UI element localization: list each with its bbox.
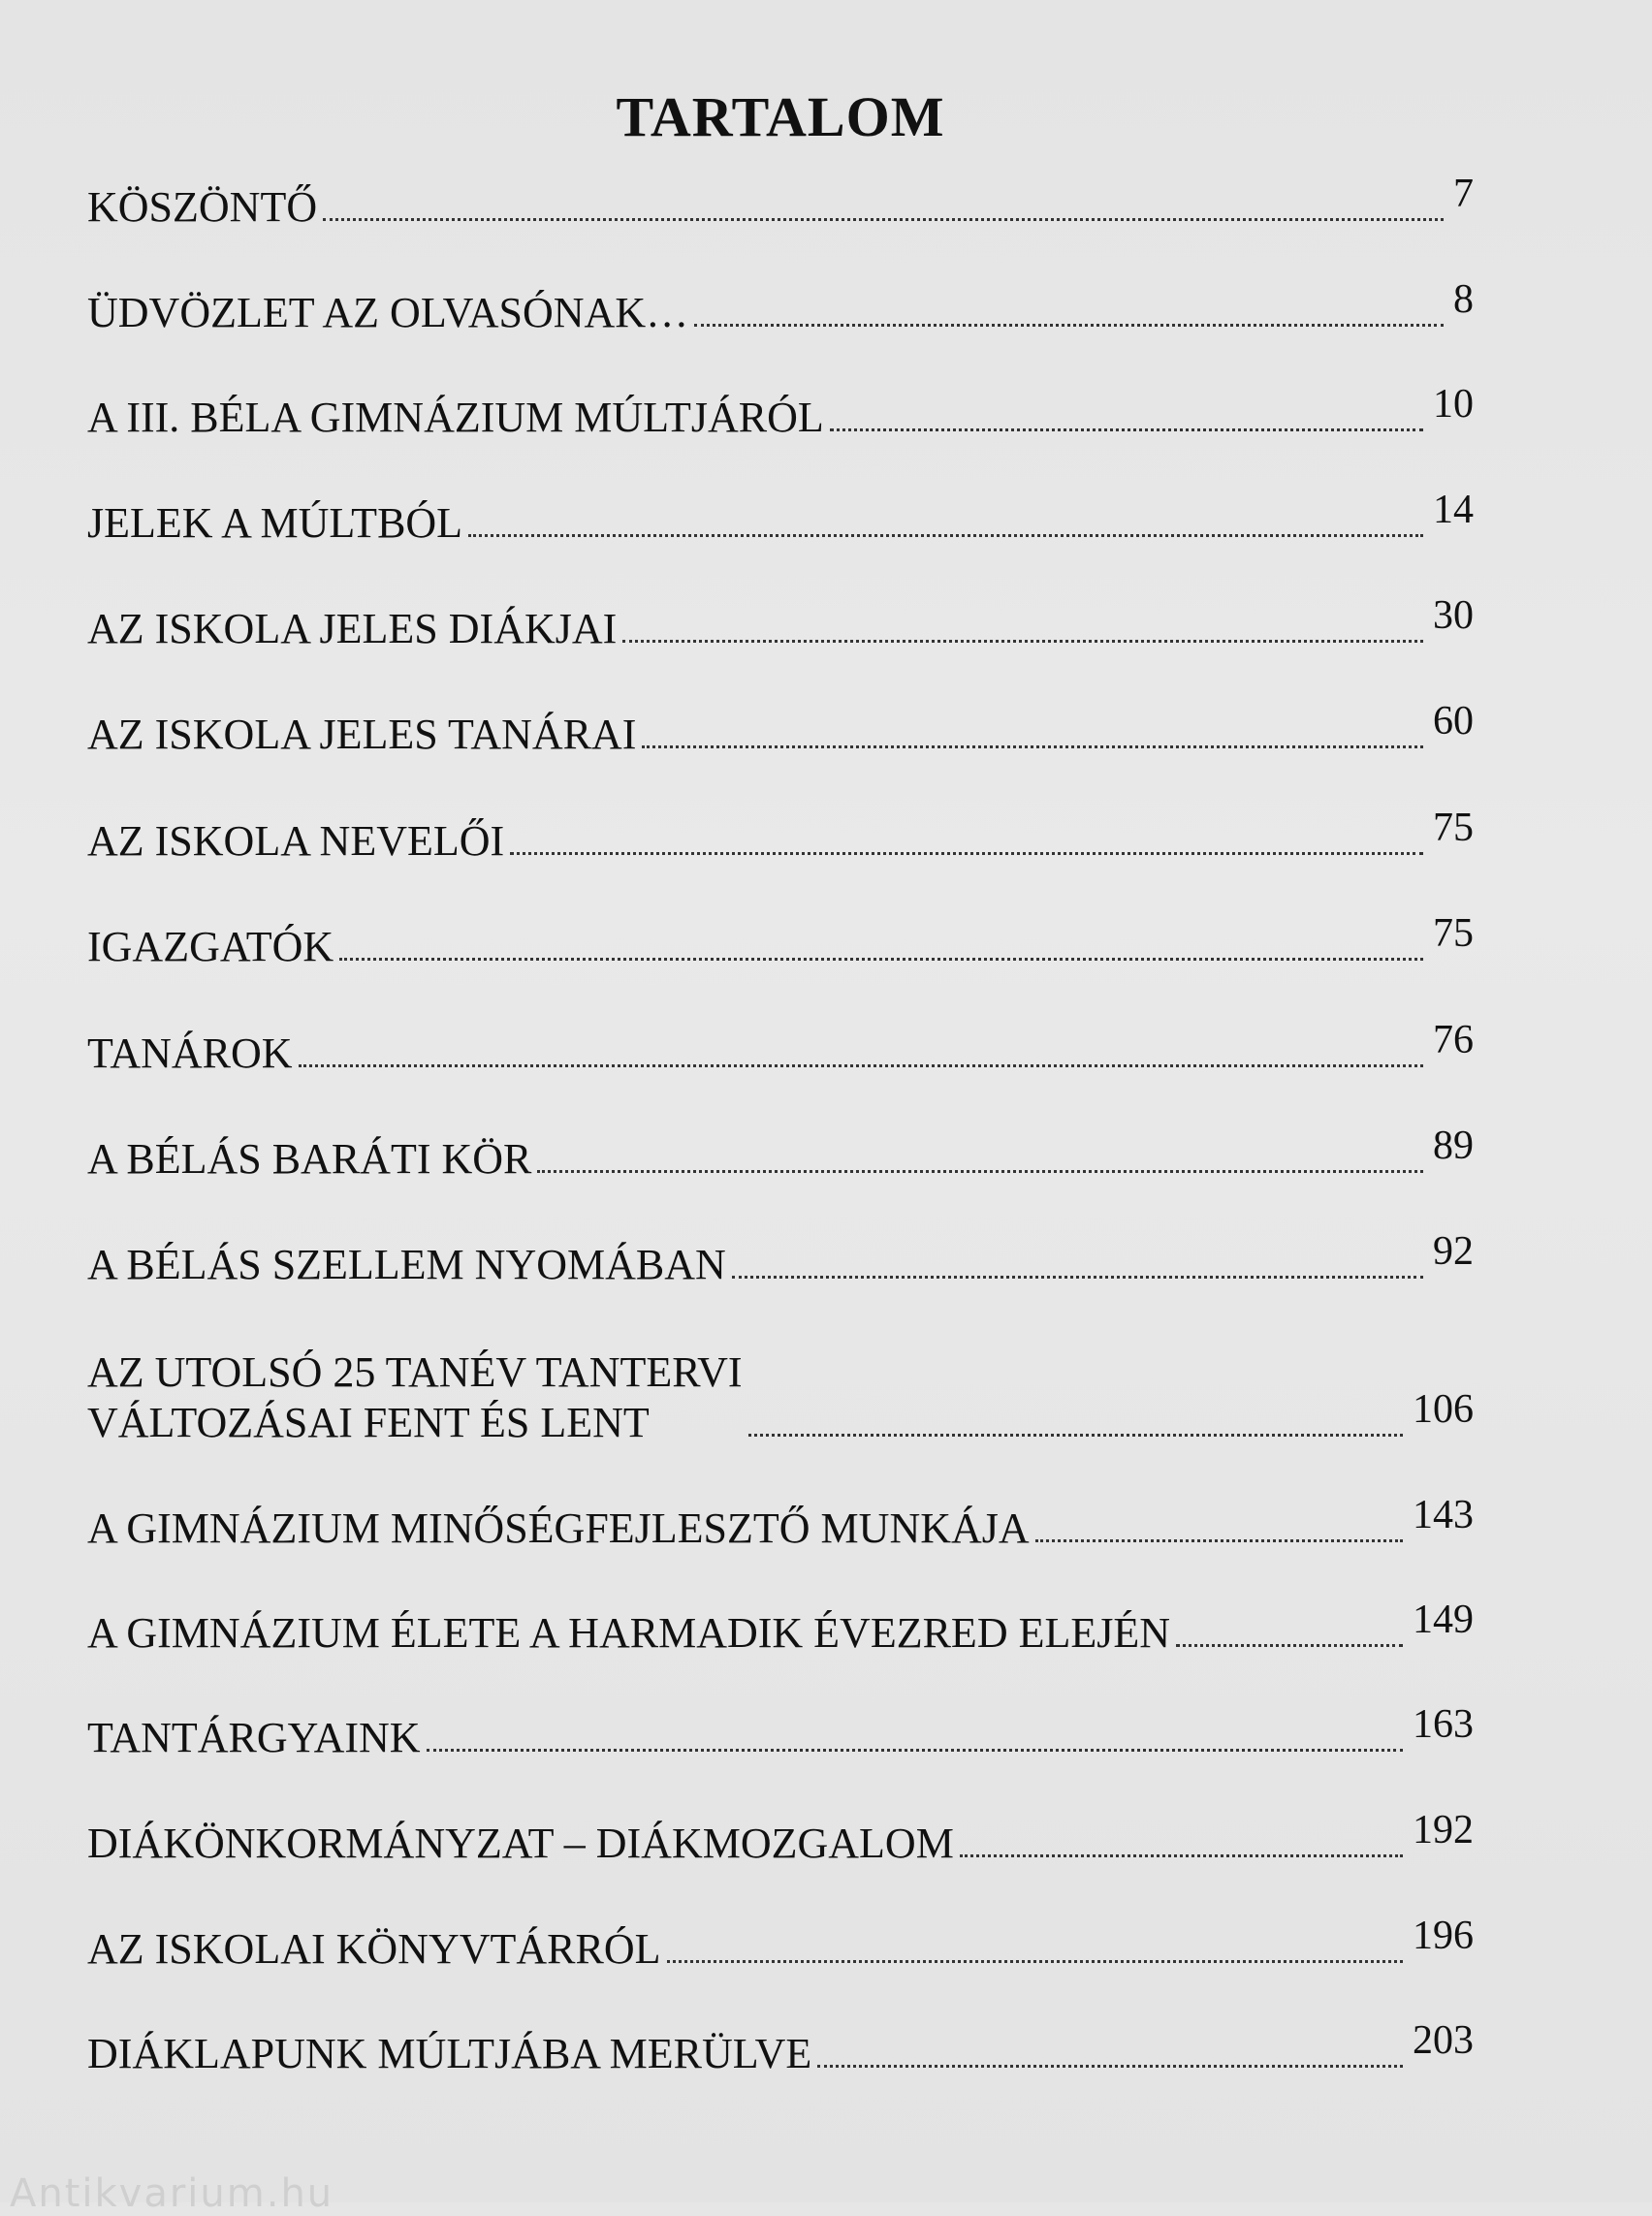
toc-entry (87, 806, 1474, 867)
dot-leader (622, 640, 1423, 643)
toc-entry-page: 106 (1413, 1387, 1474, 1432)
dot-leader (960, 1854, 1403, 1857)
toc-entry (87, 1598, 1474, 1659)
toc-entry (87, 1808, 1474, 1869)
toc-entry-page: 89 (1433, 1124, 1474, 1168)
toc-entry (87, 382, 1474, 443)
toc-entry-label-line2: VÁLTOZÁSAI FENT ÉS LENT (87, 1399, 650, 1446)
toc-entry-label: A GIMNÁZIUM ÉLETE A HARMADIK ÉVEZRED ELEJÉN (87, 1609, 1170, 1657)
dot-leader (748, 1434, 1404, 1437)
dot-leader (694, 324, 1444, 327)
dot-leader (299, 1064, 1423, 1067)
toc-entry (87, 1347, 1474, 1448)
toc-entry-label: AZ ISKOLA JELES DIÁKJAI (87, 605, 618, 652)
toc-entry-page: 149 (1413, 1598, 1474, 1642)
toc-entry-label: AZ ISKOLA JELES TANÁRAI (87, 711, 637, 758)
toc-entry (87, 172, 1474, 233)
toc-entry (87, 488, 1474, 549)
toc-entry-page: 8 (1453, 277, 1474, 322)
dot-leader (510, 852, 1423, 855)
watermark: Antikvarium.hu (10, 2171, 334, 2216)
dot-leader (732, 1276, 1423, 1279)
toc-entry-label: TANÁROK (87, 1029, 293, 1077)
toc-entry-page: 14 (1433, 488, 1474, 532)
toc-entry-page: 60 (1433, 699, 1474, 744)
dot-leader (667, 1960, 1403, 1963)
toc-entry-page: 75 (1433, 806, 1474, 850)
toc-entry (87, 1124, 1474, 1185)
dot-leader (339, 958, 1423, 961)
toc-entry-label: KÖSZÖNTŐ (87, 183, 318, 231)
toc-entry-label: A III. BÉLA GIMNÁZIUM MÚLTJÁRÓL (87, 394, 824, 441)
toc-entry (87, 1493, 1474, 1554)
toc-entry (87, 1914, 1474, 1975)
toc-entry (87, 277, 1474, 338)
dot-leader (537, 1170, 1423, 1173)
toc-entry-page: 76 (1433, 1018, 1474, 1062)
dot-leader (427, 1749, 1403, 1752)
dot-leader (468, 534, 1423, 537)
toc-entry (87, 1702, 1474, 1763)
toc-entry-page: 203 (1413, 2018, 1474, 2063)
toc-entry-label: TANTÁRGYAINK (87, 1714, 421, 1761)
toc-entry-label: DIÁKLAPUNK MÚLTJÁBA MERÜLVE (87, 2030, 812, 2077)
toc-entry (87, 699, 1474, 760)
dot-leader (817, 2065, 1403, 2068)
toc-entry-label: DIÁKÖNKORMÁNYZAT – DIÁKMOZGALOM (87, 1820, 954, 1867)
toc-entry-page: 196 (1413, 1914, 1474, 1958)
toc-entry-label-block (87, 1347, 748, 1448)
toc-entry (87, 1229, 1474, 1290)
toc-entry-label: A GIMNÁZIUM MINŐSÉGFEJLESZTŐ MUNKÁJA (87, 1504, 1030, 1552)
toc-entry-page: 192 (1413, 1808, 1474, 1852)
toc-entry (87, 911, 1474, 972)
dot-leader (1176, 1644, 1403, 1647)
toc-entry-label: JELEK A MÚLTBÓL (87, 499, 463, 547)
toc-entry (87, 2018, 1474, 2079)
page-title: TARTALOM (616, 84, 945, 148)
dot-leader (1035, 1539, 1403, 1542)
toc-entry (87, 1018, 1474, 1079)
toc-entry-label: A BÉLÁS BARÁTI KÖR (87, 1135, 532, 1183)
toc-entry-label: IGAZGATÓK (87, 923, 334, 970)
toc-entry-page: 143 (1413, 1493, 1474, 1537)
toc-entry-page: 10 (1433, 382, 1474, 427)
toc-entry-label-line1: AZ UTOLSÓ 25 TANÉV TANTERVI (87, 1348, 743, 1396)
toc-entry (87, 593, 1474, 654)
toc-entry-page: 7 (1453, 172, 1474, 216)
dot-leader (323, 218, 1444, 221)
toc-entry-page: 163 (1413, 1702, 1474, 1747)
toc-entry-label: AZ ISKOLAI KÖNYVTÁRRÓL (87, 1925, 661, 1973)
dot-leader (830, 428, 1423, 431)
toc-entry-label: A BÉLÁS SZELLEM NYOMÁBAN (87, 1241, 726, 1288)
dot-leader (642, 745, 1423, 748)
toc-entry-label: AZ ISKOLA NEVELŐI (87, 817, 505, 865)
toc-entry-page: 30 (1433, 593, 1474, 638)
toc-entry-label: ÜDVÖZLET AZ OLVASÓNAK… (87, 289, 689, 336)
toc-entry-page: 92 (1433, 1229, 1474, 1274)
toc-entry-page: 75 (1433, 911, 1474, 956)
